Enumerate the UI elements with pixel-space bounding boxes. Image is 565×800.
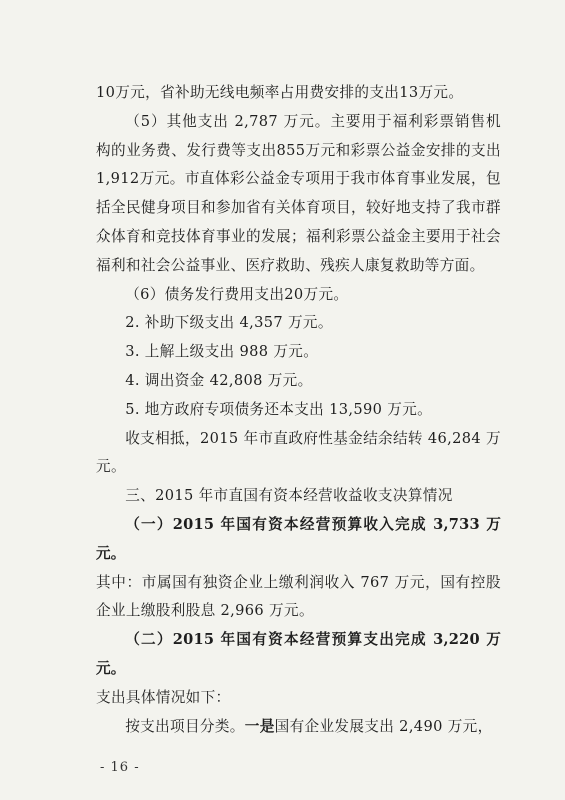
paragraph: 收支相抵，2015 年市直政府性基金结余结转 46,284 万元。 [96,429,501,476]
paragraph: （5）其他支出 2,787 万元。主要用于福利彩票销售机构的业务费、发行费等支出855万元和彩票公益金安排的支出1,912万元。市直体彩公益金专项用于我市体育事业发展，包括全民健身项目和参加省有关体育项目，较好地支持了我市群众体育和竞技体育事业的发展；福利彩票公益金主要用于社会福利和社会公益事业、医疗救助、残疾人康复救助等方面。 [96,112,501,274]
paragraph-lead: 按支出项目分类。 [125,717,245,735]
paragraph: 4. 调出资金 42,808 万元。 [125,371,313,389]
paragraph: 2. 补助下级支出 4,357 万元。 [125,314,333,332]
paragraph: 其中：市属国有独资企业上缴利润收入 767 万元，国有控股企业上缴股利股息 2,966 万元。 [96,573,501,620]
paragraph-text: 国有企业发展支出 2,490 万元， [274,717,493,735]
paragraph-emphasis: 一是 [244,717,275,735]
section-heading: 三、2015 年市直国有资本经营收益收支决算情况 [125,487,453,505]
document-body [96,79,501,741]
subsection-heading: （一）2015 年国有资本经营预算收入完成 3,733 万元。 [96,515,501,562]
subsection-heading: （二）2015 年国有资本经营预算支出完成 3,220 万元。 [96,631,501,677]
paragraph: 支出具体情况如下： [96,688,231,706]
paragraph: 3. 上解上级支出 988 万元。 [125,343,319,361]
paragraph [96,713,501,742]
page-number: - 16 - [100,760,140,775]
paragraph: （6）债务发行费用支出20万元。 [125,285,349,303]
paragraph: 10万元，省补助无线电频率占用费安排的支出13万元。 [96,84,464,101]
paragraph: 5. 地方政府专项债务还本支出 13,590 万元。 [125,400,433,418]
